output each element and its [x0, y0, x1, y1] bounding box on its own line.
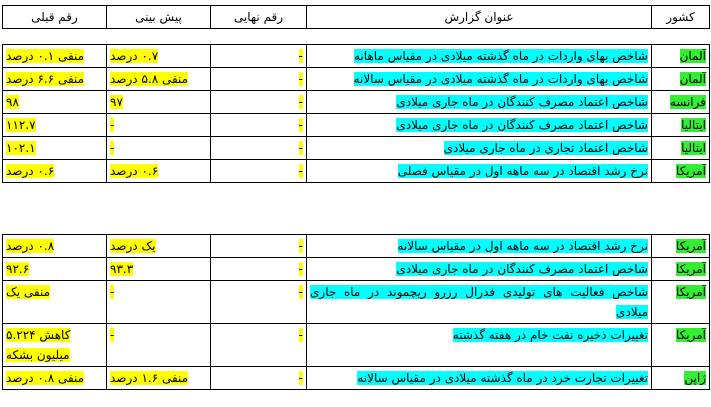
- forecast-cell: [107, 91, 211, 114]
- report-title-cell: [307, 324, 652, 367]
- table-row: [3, 281, 710, 324]
- previous-value-cell: [3, 258, 107, 281]
- table-row: [3, 235, 710, 258]
- country-cell: [652, 324, 710, 367]
- country-cell-text: آلمان: [679, 49, 706, 63]
- final-value-cell-text: -: [298, 262, 303, 276]
- previous-value-cell-text: ۱۱۲.۷: [6, 118, 36, 132]
- previous-value-cell-text: کاهش ۵.۲۲۴ میلیون بشکه: [6, 328, 71, 362]
- country-cell: [652, 281, 710, 324]
- final-value-cell: [211, 367, 307, 390]
- forecast-cell-text: -: [110, 328, 115, 342]
- previous-value-cell: [3, 137, 107, 160]
- country-cell: [652, 137, 710, 160]
- country-cell: [652, 367, 710, 390]
- report-title-cell: [307, 68, 652, 91]
- table-row: [3, 160, 710, 183]
- country-cell: [652, 160, 710, 183]
- country-cell-text: ایتالیا: [681, 118, 706, 132]
- report-title-cell-text: شاخص اعتماد مصرف کنندگان در ماه جاری میلادی: [396, 118, 648, 132]
- forecast-cell: [107, 281, 211, 324]
- country-cell-text: ژاپن: [684, 371, 706, 385]
- previous-value-cell-text: منفی یک: [6, 285, 51, 299]
- report-title-cell: [307, 258, 652, 281]
- forecast-cell: [107, 160, 211, 183]
- country-cell: [652, 258, 710, 281]
- report-title-cell-text: شاخص بهای واردات در ماه گذشته میلادی در مقیاس ماهانه: [354, 49, 648, 63]
- report-title-cell-text: تغییرات ذخیره نفت خام در هفته گذشته: [452, 328, 648, 342]
- header-title: عنوان گزارش: [307, 6, 652, 29]
- previous-value-cell-text: ۹۸: [6, 95, 19, 109]
- report-title-cell-text: شاخص اعتماد مصرف کنندگان در ماه جاری میلادی: [396, 262, 648, 276]
- forecast-cell: [107, 367, 211, 390]
- forecast-cell-text: -: [110, 285, 115, 299]
- previous-value-cell: [3, 68, 107, 91]
- previous-value-cell: [3, 45, 107, 68]
- report-title-cell-text: نرخ رشد اقتصاد در سه ماهه اول در مقیاس سالانه: [397, 239, 648, 253]
- report-title-cell-text: نرخ رشد اقتصاد در سه ماهه اول در مقیاس فصلی: [397, 164, 648, 178]
- final-value-cell: [211, 235, 307, 258]
- forecast-cell-text: منفی ۵.۸ درصد: [110, 72, 189, 86]
- country-cell: [652, 114, 710, 137]
- forecast-cell: [107, 235, 211, 258]
- final-value-cell-text: -: [298, 141, 303, 155]
- previous-value-cell: [3, 91, 107, 114]
- previous-value-cell: [3, 114, 107, 137]
- report-title-cell-text: شاخص فعالیت های تولیدی فدرال رزرو ریچموند در ماه جاری میلادی: [310, 285, 648, 319]
- header-previous: رقم قبلی: [3, 6, 107, 29]
- final-value-cell-text: -: [298, 285, 303, 299]
- report-table-group-b: [2, 234, 710, 390]
- report-title-cell: [307, 91, 652, 114]
- forecast-cell-text: -: [110, 118, 115, 132]
- report-title-cell: [307, 114, 652, 137]
- final-value-cell: [211, 258, 307, 281]
- previous-value-cell: [3, 281, 107, 324]
- final-value-cell-text: -: [298, 49, 303, 63]
- final-value-cell: [211, 45, 307, 68]
- table-row: [3, 324, 710, 367]
- forecast-cell-text: ۰.۷ درصد: [110, 49, 159, 63]
- forecast-cell-text: ۰.۶ درصد: [110, 164, 159, 178]
- final-value-cell: [211, 324, 307, 367]
- table-row: [3, 367, 710, 390]
- final-value-cell: [211, 114, 307, 137]
- previous-value-cell: [3, 235, 107, 258]
- previous-value-cell-text: منفی ۰.۱ درصد: [6, 49, 85, 63]
- header-table: [2, 5, 710, 29]
- country-cell-text: آمریکا: [675, 328, 706, 342]
- table-row: [3, 68, 710, 91]
- final-value-cell: [211, 91, 307, 114]
- previous-value-cell-text: منفی ۶.۶ درصد: [6, 72, 85, 86]
- header-row: [3, 6, 710, 29]
- country-cell: [652, 68, 710, 91]
- report-title-cell: [307, 281, 652, 324]
- country-cell: [652, 235, 710, 258]
- report-table-group-a: [2, 44, 710, 183]
- table-row: [3, 258, 710, 281]
- report-title-cell: [307, 235, 652, 258]
- forecast-cell: [107, 258, 211, 281]
- country-cell-text: آمریکا: [675, 262, 706, 276]
- final-value-cell: [211, 160, 307, 183]
- country-cell-text: آلمان: [679, 72, 706, 86]
- report-title-cell-text: شاخص بهای واردات در ماه گذشته میلادی در مقیاس سالانه: [353, 72, 648, 86]
- forecast-cell: [107, 68, 211, 91]
- previous-value-cell-text: ۹۲.۶: [6, 262, 30, 276]
- report-title-cell: [307, 137, 652, 160]
- country-cell: [652, 91, 710, 114]
- previous-value-cell-text: ۰.۶ درصد: [6, 164, 55, 178]
- country-cell-text: ایتالیا: [681, 141, 706, 155]
- report-title-cell: [307, 367, 652, 390]
- header-final: رقم نهایی: [211, 6, 307, 29]
- header-country: کشور: [652, 6, 710, 29]
- country-cell-text: آمریکا: [675, 239, 706, 253]
- report-title-cell: [307, 45, 652, 68]
- final-value-cell: [211, 68, 307, 91]
- country-cell-text: فرانسه: [669, 95, 706, 109]
- report-title-cell-text: تغییرات تجارت خرد در ماه گذشته میلادی در مقیاس سالانه: [357, 371, 648, 385]
- forecast-cell-text: ۹۷: [110, 95, 123, 109]
- final-value-cell: [211, 281, 307, 324]
- table-row: [3, 91, 710, 114]
- final-value-cell-text: -: [298, 72, 303, 86]
- previous-value-cell: [3, 367, 107, 390]
- final-value-cell-text: -: [298, 164, 303, 178]
- forecast-cell: [107, 137, 211, 160]
- report-title-cell: [307, 160, 652, 183]
- final-value-cell-text: -: [298, 95, 303, 109]
- final-value-cell: [211, 137, 307, 160]
- previous-value-cell-text: ۱۰۲.۱: [6, 141, 36, 155]
- previous-value-cell-text: ۰.۸ درصد: [6, 239, 55, 253]
- table-row: [3, 45, 710, 68]
- table-row: [3, 114, 710, 137]
- country-cell-text: آمریکا: [675, 164, 706, 178]
- forecast-cell-text: ۹۳.۳: [110, 262, 134, 276]
- forecast-cell: [107, 45, 211, 68]
- forecast-cell-text: یک درصد: [110, 239, 156, 253]
- country-cell: [652, 45, 710, 68]
- country-cell-text: آمریکا: [675, 285, 706, 299]
- report-title-cell-text: شاخص اعتماد تجاری در ماه جاری میلادی: [443, 141, 648, 155]
- final-value-cell-text: -: [298, 118, 303, 132]
- header-forecast: پیش بینی: [107, 6, 211, 29]
- previous-value-cell-text: منفی ۰.۸ درصد: [6, 371, 85, 385]
- forecast-cell: [107, 114, 211, 137]
- forecast-cell-text: -: [110, 141, 115, 155]
- forecast-cell-text: منفی ۱.۶ درصد: [110, 371, 189, 385]
- table-row: [3, 137, 710, 160]
- final-value-cell-text: -: [298, 239, 303, 253]
- report-title-cell-text: شاخص اعتماد مصرف کنندگان در ماه جاری میلادی: [396, 95, 648, 109]
- final-value-cell-text: -: [298, 328, 303, 342]
- forecast-cell: [107, 324, 211, 367]
- previous-value-cell: [3, 324, 107, 367]
- previous-value-cell: [3, 160, 107, 183]
- final-value-cell-text: -: [298, 371, 303, 385]
